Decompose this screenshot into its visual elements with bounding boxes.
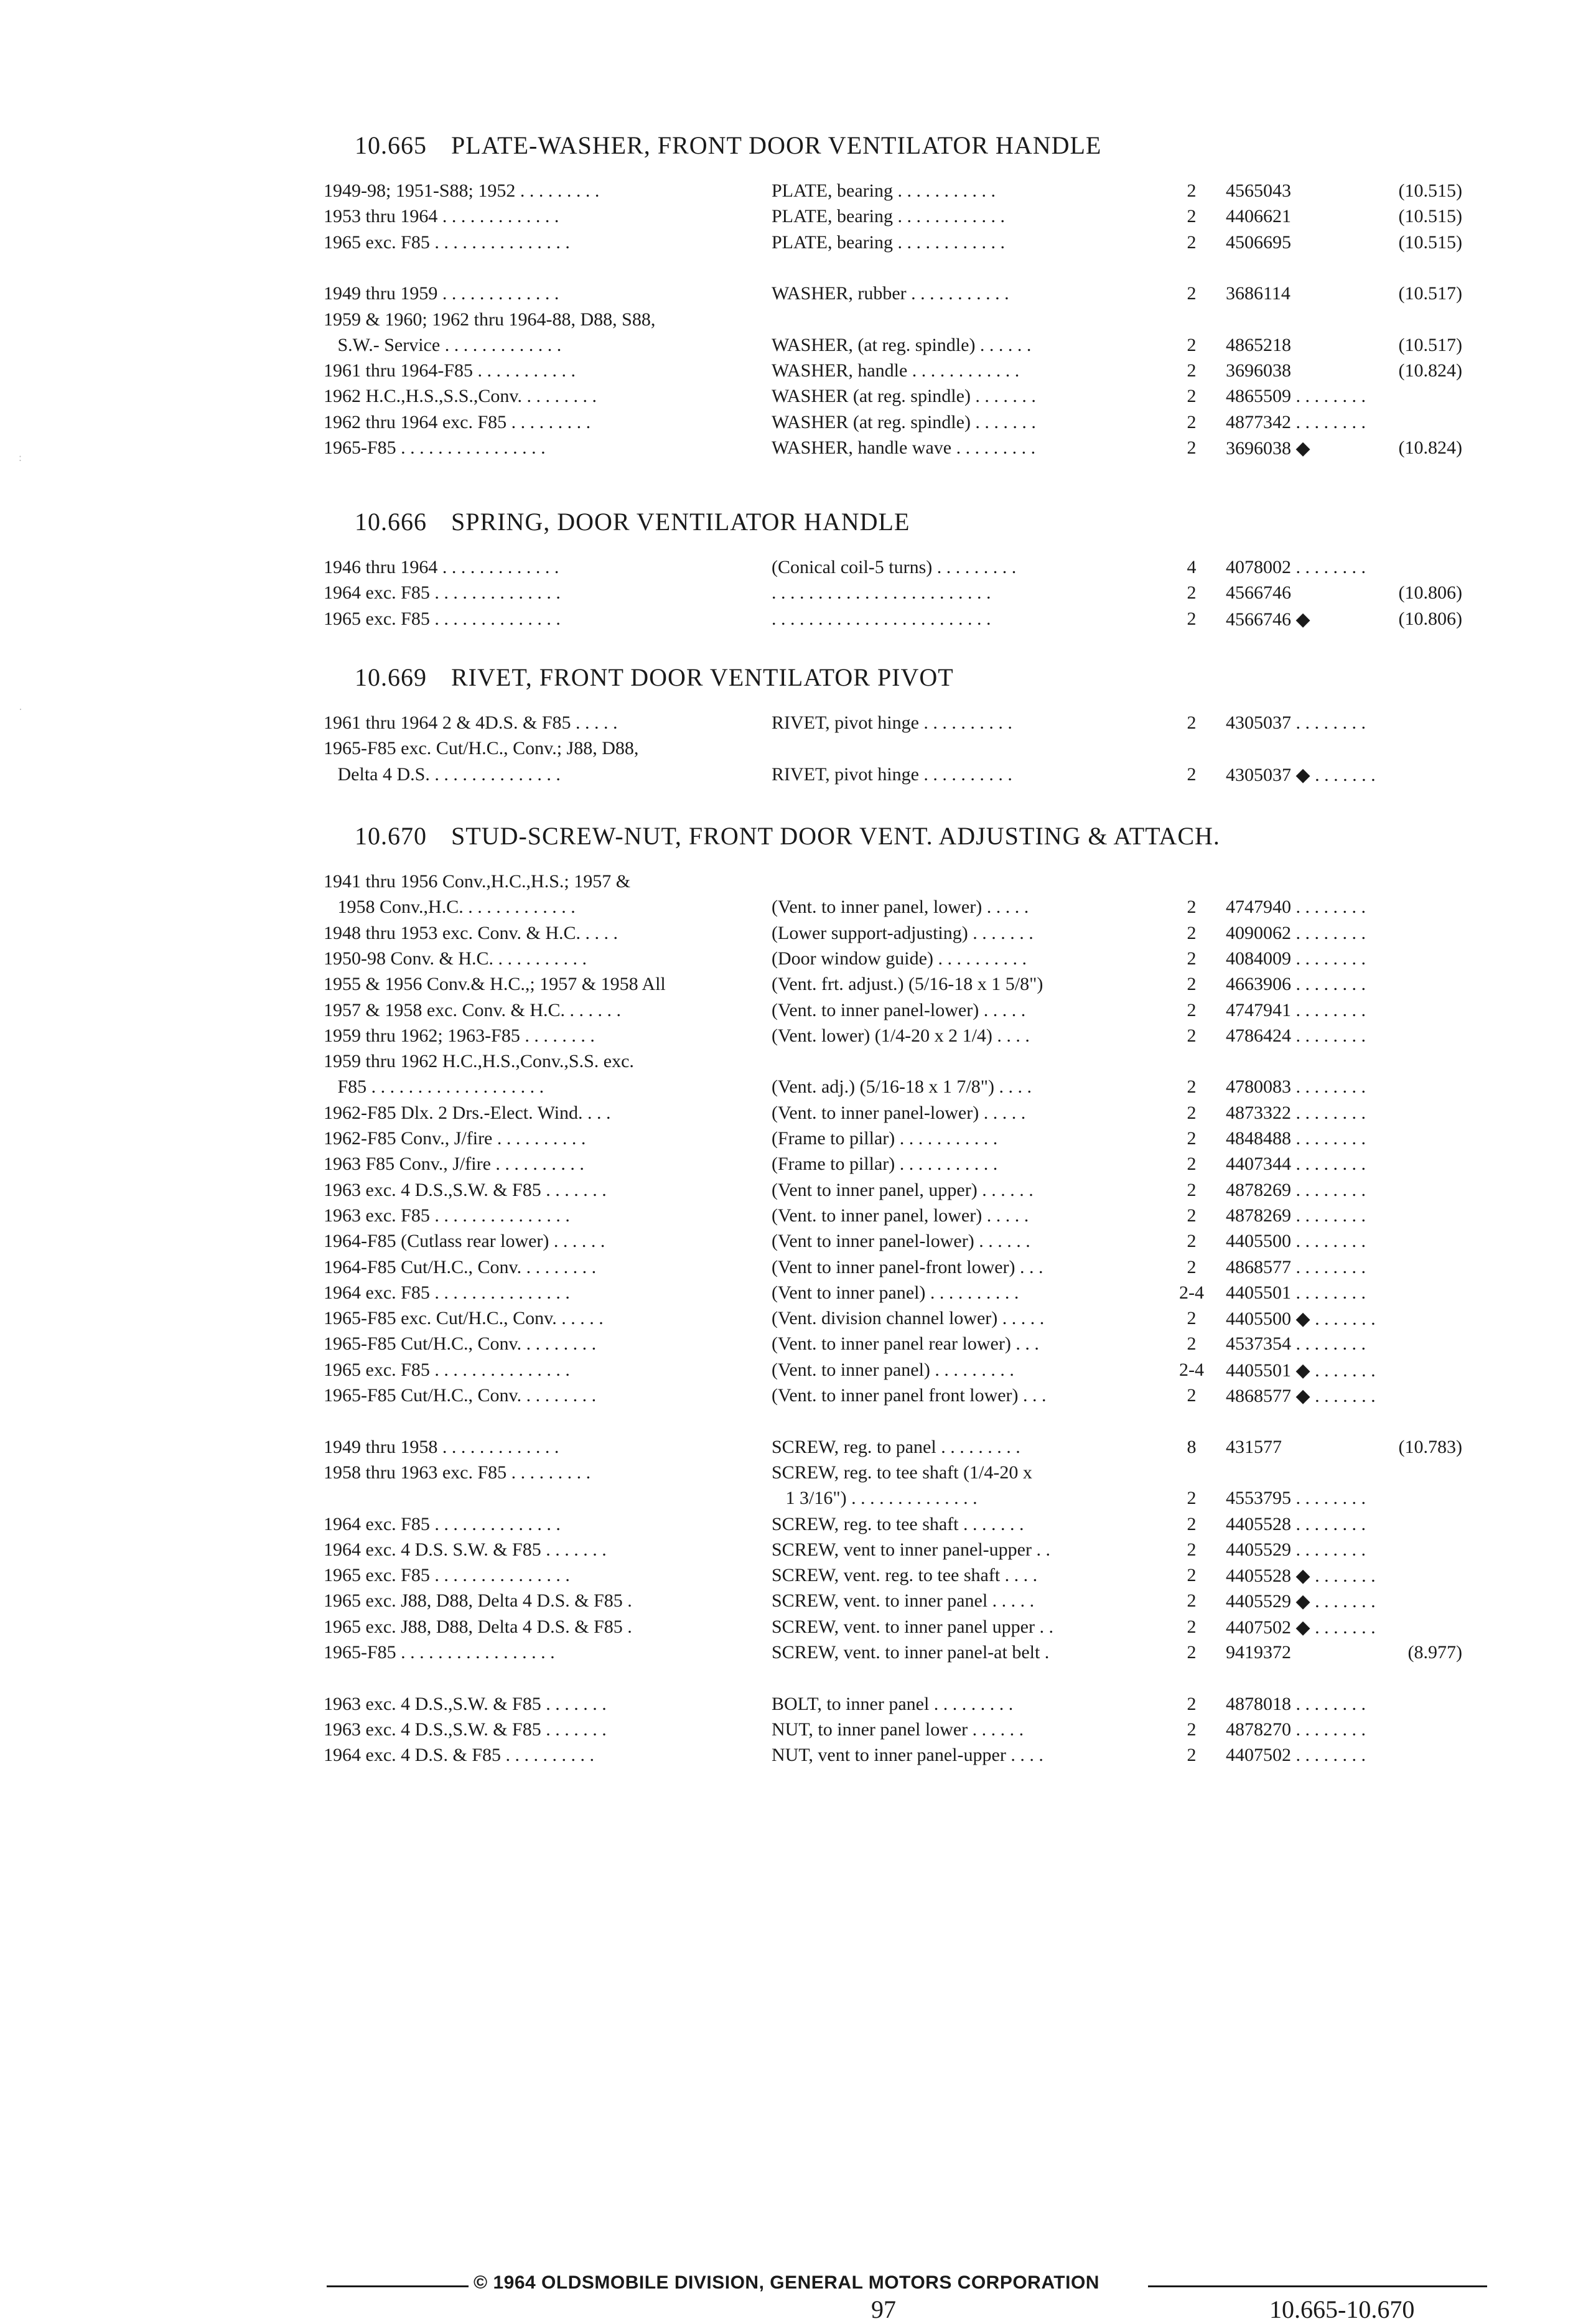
part-row <box>324 1025 1468 1050</box>
description-cell: (Vent to inner panel-lower) . . . . . . <box>772 1231 1030 1251</box>
description-cell: BOLT, to inner panel . . . . . . . . . <box>772 1694 1014 1714</box>
description-cell: 1 3/16") . . . . . . . . . . . . . . <box>772 1488 978 1508</box>
quantity-cell: 2 <box>1187 897 1197 917</box>
description-cell: RIVET, pivot hinge . . . . . . . . . . <box>772 712 1012 733</box>
quantity-cell: 2 <box>1187 283 1197 304</box>
model-cell: 1962 thru 1964 exc. F85 . . . . . . . . . <box>324 412 591 432</box>
part-number-cell: 4537354 . . . . . . . . <box>1226 1333 1366 1354</box>
part-number-cell: 4566746 ◆ <box>1226 609 1310 630</box>
reference-cell: (10.806) <box>1398 609 1462 629</box>
description-cell: (Vent. division channel lower) . . . . . <box>772 1308 1045 1328</box>
part-row <box>324 1231 1468 1256</box>
model-cell: 1963 exc. 4 D.S.,S.W. & F85 . . . . . . . <box>324 1694 607 1714</box>
description-cell: WASHER, handle wave . . . . . . . . . <box>772 437 1036 458</box>
description-cell: (Vent. to inner panel, lower) . . . . . <box>772 1205 1029 1226</box>
part-number-cell: 4405501 . . . . . . . . <box>1226 1282 1366 1303</box>
model-cell: 1964 exc. F85 . . . . . . . . . . . . . . . <box>324 1282 570 1303</box>
model-cell: F85 . . . . . . . . . . . . . . . . . . . <box>324 1076 544 1097</box>
quantity-cell: 2 <box>1187 1180 1197 1200</box>
part-row <box>324 1282 1468 1307</box>
part-number-cell: 4305037 . . . . . . . . <box>1226 712 1366 733</box>
part-row <box>324 1694 1468 1719</box>
quantity-cell: 2 <box>1187 206 1197 226</box>
description-cell: NUT, to inner panel lower . . . . . . <box>772 1719 1024 1740</box>
description-cell: WASHER, (at reg. spindle) . . . . . . <box>772 335 1032 355</box>
part-number-cell: 4305037 ◆ . . . . . . . <box>1226 765 1376 785</box>
part-row <box>324 386 1468 411</box>
part-number-cell: 4786424 . . . . . . . . <box>1226 1025 1366 1046</box>
description-cell: SCREW, reg. to panel . . . . . . . . . <box>772 1437 1020 1457</box>
part-row <box>324 764 1468 789</box>
description-cell: SCREW, vent. to inner panel-at belt . <box>772 1642 1050 1663</box>
model-cell: 1950-98 Conv. & H.C. . . . . . . . . . . <box>324 948 587 969</box>
description-cell: (Vent. adj.) (5/16-18 x 1 7/8") . . . . <box>772 1076 1032 1097</box>
part-row <box>324 1411 1468 1435</box>
quantity-cell: 2-4 <box>1179 1360 1204 1380</box>
quantity-cell: 2 <box>1187 232 1197 253</box>
quantity-cell: 2 <box>1187 1488 1197 1508</box>
part-row <box>324 738 1468 763</box>
part-number-cell: 4878269 . . . . . . . . <box>1226 1180 1366 1200</box>
model-cell: 1965-F85 exc. Cut/H.C., Conv. . . . . . <box>324 1308 604 1328</box>
part-row <box>324 1462 1468 1487</box>
part-number-cell: 4406621 <box>1226 206 1291 226</box>
page-number: 97 <box>871 2295 896 2323</box>
section-heading <box>355 821 1220 851</box>
quantity-cell: 2 <box>1187 923 1197 943</box>
part-number-cell: 4078002 . . . . . . . . <box>1226 557 1366 577</box>
section-number: 10.669 <box>355 663 427 691</box>
description-cell: (Frame to pillar) . . . . . . . . . . . <box>772 1154 998 1174</box>
quantity-cell: 2 <box>1187 609 1197 629</box>
part-number-cell: 4865509 . . . . . . . . <box>1226 386 1366 406</box>
quantity-cell: 2 <box>1187 1694 1197 1714</box>
reference-cell: (10.824) <box>1398 360 1462 381</box>
quantity-cell: 2 <box>1187 1590 1197 1611</box>
part-row <box>324 1180 1468 1205</box>
part-row <box>324 1308 1468 1333</box>
model-cell: 1965 exc. F85 . . . . . . . . . . . . . . . <box>324 232 570 253</box>
quantity-cell: 2 <box>1187 1257 1197 1277</box>
part-number-cell: 3696038 <box>1226 360 1291 381</box>
part-row <box>324 1668 1468 1692</box>
part-number-cell: 4407502 ◆ . . . . . . . <box>1226 1617 1376 1638</box>
part-number-cell: 4090062 . . . . . . . . <box>1226 923 1366 943</box>
part-row <box>324 283 1468 308</box>
section-title: PLATE-WASHER, FRONT DOOR VENTILATOR HANDLE <box>451 131 1102 159</box>
quantity-cell: 2 <box>1187 1745 1197 1765</box>
part-number-cell: 3686114 <box>1226 283 1291 304</box>
model-cell: 1957 & 1958 exc. Conv. & H.C. . . . . . . <box>324 1000 622 1020</box>
part-row <box>324 974 1468 999</box>
model-cell: 1965-F85 . . . . . . . . . . . . . . . . <box>324 437 546 458</box>
reference-cell: (10.515) <box>1398 180 1462 201</box>
model-cell: S.W.- Service . . . . . . . . . . . . . <box>324 335 562 355</box>
part-number-cell: 4780083 . . . . . . . . <box>1226 1076 1366 1097</box>
section-number: 10.670 <box>355 822 427 850</box>
quantity-cell: 2 <box>1187 764 1197 785</box>
section-heading <box>355 131 1101 160</box>
quantity-cell: 2 <box>1187 1103 1197 1123</box>
model-cell: 1946 thru 1964 . . . . . . . . . . . . . <box>324 557 559 577</box>
reference-cell: (10.806) <box>1398 582 1462 603</box>
model-cell: 1965-F85 . . . . . . . . . . . . . . . . . <box>324 1642 555 1663</box>
model-cell: 1955 & 1956 Conv.& H.C.,; 1957 & 1958 All <box>324 974 666 994</box>
part-number-cell: 4877342 . . . . . . . . <box>1226 412 1366 432</box>
model-cell: 1965 exc. F85 . . . . . . . . . . . . . . . <box>324 1360 570 1380</box>
part-row <box>324 609 1468 633</box>
model-cell: 1961 thru 1964-F85 . . . . . . . . . . . <box>324 360 576 381</box>
model-cell: 1948 thru 1953 exc. Conv. & H.C. . . . . <box>324 923 618 943</box>
part-row <box>324 206 1468 231</box>
quantity-cell: 2 <box>1187 1154 1197 1174</box>
part-row <box>324 1617 1468 1641</box>
model-cell: 1963 exc. F85 . . . . . . . . . . . . . . . <box>324 1205 570 1226</box>
part-number-cell: 4868577 . . . . . . . . <box>1226 1257 1366 1277</box>
part-number-cell: 4405529 . . . . . . . . <box>1226 1539 1366 1560</box>
model-cell: 1965 exc. J88, D88, Delta 4 D.S. & F85 . <box>324 1617 632 1637</box>
description-cell: (Door window guide) . . . . . . . . . . <box>772 948 1027 969</box>
part-number-cell: 4565043 <box>1226 180 1291 201</box>
part-row <box>324 1488 1468 1513</box>
part-row <box>324 412 1468 437</box>
reference-cell: (10.515) <box>1398 232 1462 253</box>
part-row <box>324 1590 1468 1615</box>
section-number: 10.666 <box>355 508 427 536</box>
model-cell: 1963 F85 Conv., J/fire . . . . . . . . . . <box>324 1154 584 1174</box>
quantity-cell: 2 <box>1187 1565 1197 1585</box>
page-section-range: 10.665-10.670 <box>1269 2295 1415 2323</box>
quantity-cell: 2 <box>1187 412 1197 432</box>
part-row <box>324 1360 1468 1384</box>
description-cell: SCREW, reg. to tee shaft (1/4-20 x <box>772 1462 1032 1483</box>
part-row <box>324 1565 1468 1590</box>
description-cell: WASHER (at reg. spindle) . . . . . . . <box>772 412 1036 432</box>
quantity-cell: 2 <box>1187 1719 1197 1740</box>
section-heading <box>355 507 910 536</box>
part-row <box>324 1076 1468 1101</box>
model-cell: 1964 exc. F85 . . . . . . . . . . . . . . <box>324 1514 561 1534</box>
quantity-cell: 2 <box>1187 1308 1197 1328</box>
part-number-cell: 4506695 <box>1226 232 1291 253</box>
description-cell: SCREW, vent. to inner panel . . . . . <box>772 1590 1035 1611</box>
margin-mark-2: · <box>19 703 22 716</box>
section-title: SPRING, DOOR VENTILATOR HANDLE <box>451 508 910 536</box>
model-cell: 1964-F85 (Cutlass rear lower) . . . . . . <box>324 1231 605 1251</box>
description-cell: (Vent. to inner panel-lower) . . . . . <box>772 1000 1026 1020</box>
part-row <box>324 360 1468 385</box>
model-cell: 1959 thru 1962 H.C.,H.S.,Conv.,S.S. exc. <box>324 1051 634 1071</box>
reference-cell: (10.517) <box>1398 283 1462 304</box>
part-number-cell: 4566746 <box>1226 582 1291 603</box>
quantity-cell: 2 <box>1187 437 1197 458</box>
part-number-cell: 4868577 ◆ . . . . . . . <box>1226 1386 1376 1406</box>
description-cell: (Vent. to inner panel) . . . . . . . . . <box>772 1360 1014 1380</box>
part-row <box>324 180 1468 205</box>
model-cell: 1965 exc. J88, D88, Delta 4 D.S. & F85 . <box>324 1590 632 1611</box>
section-number: 10.665 <box>355 131 427 159</box>
part-row <box>324 1437 1468 1462</box>
description-cell: SCREW, vent to inner panel-upper . . <box>772 1539 1050 1560</box>
quantity-cell: 4 <box>1187 557 1197 577</box>
quantity-cell: 2 <box>1187 582 1197 603</box>
quantity-cell: 2 <box>1187 1128 1197 1149</box>
part-row <box>324 1745 1468 1770</box>
part-number-cell: 4878018 . . . . . . . . <box>1226 1694 1366 1714</box>
model-cell: 1961 thru 1964 2 & 4D.S. & F85 . . . . . <box>324 712 618 733</box>
quantity-cell: 2 <box>1187 974 1197 994</box>
part-number-cell: 4865218 <box>1226 335 1291 355</box>
model-cell: 1959 & 1960; 1962 thru 1964-88, D88, S88, <box>324 309 656 330</box>
model-cell: 1949 thru 1958 . . . . . . . . . . . . . <box>324 1437 559 1457</box>
quantity-cell: 2 <box>1187 1642 1197 1663</box>
quantity-cell: 2 <box>1187 1000 1197 1020</box>
description-cell: WASHER, handle . . . . . . . . . . . . <box>772 360 1020 381</box>
part-row <box>324 1385 1468 1410</box>
part-number-cell: 431577 <box>1226 1437 1282 1457</box>
description-cell: PLATE, bearing . . . . . . . . . . . . <box>772 206 1005 226</box>
part-row <box>324 712 1468 737</box>
part-row <box>324 1333 1468 1358</box>
part-row <box>324 309 1468 334</box>
model-cell: 1964 exc. 4 D.S. S.W. & F85 . . . . . . . <box>324 1539 607 1560</box>
description-cell: (Vent. frt. adjust.) (5/16-18 x 1 5/8") <box>772 974 1043 994</box>
model-cell: 1953 thru 1964 . . . . . . . . . . . . . <box>324 206 559 226</box>
part-row <box>324 335 1468 360</box>
part-row <box>324 948 1468 973</box>
part-row <box>324 1642 1468 1667</box>
reference-cell: (8.977) <box>1407 1642 1462 1663</box>
part-number-cell: 4405528 ◆ . . . . . . . <box>1226 1566 1376 1586</box>
model-cell: 1964 exc. F85 . . . . . . . . . . . . . . <box>324 582 561 603</box>
part-row <box>324 1257 1468 1282</box>
copyright-notice: © 1964 OLDSMOBILE DIVISION, GENERAL MOTORS CORPORATION <box>0 2272 1573 2294</box>
part-row <box>324 232 1468 257</box>
description-cell: NUT, vent to inner panel-upper . . . . <box>772 1745 1043 1765</box>
description-cell: (Vent. to inner panel front lower) . . . <box>772 1385 1047 1406</box>
model-cell: 1949 thru 1959 . . . . . . . . . . . . . <box>324 283 559 304</box>
reference-cell: (10.824) <box>1398 437 1462 458</box>
part-number-cell: 4405529 ◆ . . . . . . . <box>1226 1591 1376 1612</box>
model-cell: 1963 exc. 4 D.S.,S.W. & F85 . . . . . . . <box>324 1180 607 1200</box>
quantity-cell: 2 <box>1187 386 1197 406</box>
model-cell: 1958 Conv.,H.C. . . . . . . . . . . . . <box>324 897 576 917</box>
description-cell: (Vent to inner panel, upper) . . . . . . <box>772 1180 1034 1200</box>
model-cell: 1965 exc. F85 . . . . . . . . . . . . . . <box>324 609 561 629</box>
description-cell: (Vent. to inner panel-lower) . . . . . <box>772 1103 1026 1123</box>
description-cell: (Vent. lower) (1/4-20 x 2 1/4) . . . . <box>772 1025 1030 1046</box>
description-cell: (Vent to inner panel-front lower) . . . <box>772 1257 1043 1277</box>
reference-cell: (10.517) <box>1398 335 1462 355</box>
part-row <box>324 557 1468 582</box>
part-row <box>324 1719 1468 1744</box>
description-cell: WASHER, rubber . . . . . . . . . . . <box>772 283 1009 304</box>
quantity-cell: 2 <box>1187 1617 1197 1637</box>
part-number-cell: 4405500 ◆ . . . . . . . <box>1226 1309 1376 1329</box>
model-cell: 1962-F85 Conv., J/fire . . . . . . . . . . <box>324 1128 586 1149</box>
part-number-cell: 4084009 . . . . . . . . <box>1226 948 1366 969</box>
description-cell: (Vent. to inner panel, lower) . . . . . <box>772 897 1029 917</box>
part-number-cell: 4663906 . . . . . . . . <box>1226 974 1366 994</box>
part-number-cell: 4878269 . . . . . . . . <box>1226 1205 1366 1226</box>
quantity-cell: 2 <box>1187 1205 1197 1226</box>
description-cell: SCREW, vent. to inner panel upper . . <box>772 1617 1053 1637</box>
description-cell: SCREW, reg. to tee shaft . . . . . . . <box>772 1514 1024 1534</box>
quantity-cell: 2 <box>1187 1076 1197 1097</box>
part-number-cell: 4405500 . . . . . . . . <box>1226 1231 1366 1251</box>
quantity-cell: 2 <box>1187 948 1197 969</box>
description-cell: SCREW, vent. reg. to tee shaft . . . . <box>772 1565 1038 1585</box>
description-cell: . . . . . . . . . . . . . . . . . . . . . . . . <box>772 609 991 629</box>
description-cell: (Vent. to inner panel rear lower) . . . <box>772 1333 1039 1354</box>
quantity-cell: 2 <box>1187 712 1197 733</box>
quantity-cell: 2 <box>1187 335 1197 355</box>
part-number-cell: 4405528 . . . . . . . . <box>1226 1514 1366 1534</box>
description-cell: RIVET, pivot hinge . . . . . . . . . . <box>772 764 1012 785</box>
part-number-cell: 4747940 . . . . . . . . <box>1226 897 1366 917</box>
quantity-cell: 2 <box>1187 1514 1197 1534</box>
part-row <box>324 1103 1468 1127</box>
model-cell: 1962 H.C.,H.S.,S.S.,Conv. . . . . . . . . <box>324 386 597 406</box>
reference-cell: (10.515) <box>1398 206 1462 226</box>
quantity-cell: 2 <box>1187 1385 1197 1406</box>
part-row <box>324 582 1468 607</box>
section-title: STUD-SCREW-NUT, FRONT DOOR VENT. ADJUSTING & ATTACH. <box>451 822 1220 850</box>
part-number-cell: 4553795 . . . . . . . . <box>1226 1488 1366 1508</box>
description-cell: PLATE, bearing . . . . . . . . . . . . <box>772 232 1005 253</box>
part-number-cell: 4407502 . . . . . . . . <box>1226 1745 1366 1765</box>
model-cell: 1949-98; 1951-S88; 1952 . . . . . . . . . <box>324 180 600 201</box>
description-cell: (Vent to inner panel) . . . . . . . . . . <box>772 1282 1019 1303</box>
description-cell: (Conical coil-5 turns) . . . . . . . . . <box>772 557 1017 577</box>
part-row <box>324 1514 1468 1539</box>
description-cell: WASHER (at reg. spindle) . . . . . . . <box>772 386 1036 406</box>
quantity-cell: 2 <box>1187 1231 1197 1251</box>
part-row <box>324 1051 1468 1076</box>
description-cell: . . . . . . . . . . . . . . . . . . . . . . . . <box>772 582 991 603</box>
quantity-cell: 8 <box>1187 1437 1197 1457</box>
part-row <box>324 923 1468 948</box>
part-row <box>324 871 1468 896</box>
part-row <box>324 1000 1468 1025</box>
part-row <box>324 1539 1468 1564</box>
model-cell: 1965-F85 Cut/H.C., Conv. . . . . . . . . <box>324 1385 597 1406</box>
section-heading <box>355 663 954 692</box>
quantity-cell: 2 <box>1187 1025 1197 1046</box>
model-cell: 1965-F85 Cut/H.C., Conv. . . . . . . . . <box>324 1333 597 1354</box>
model-cell: 1941 thru 1956 Conv.,H.C.,H.S.; 1957 & <box>324 871 631 892</box>
part-number-cell: 4407344 . . . . . . . . <box>1226 1154 1366 1174</box>
part-number-cell: 4747941 . . . . . . . . <box>1226 1000 1366 1020</box>
model-cell: 1965-F85 exc. Cut/H.C., Conv.; J88, D88, <box>324 738 639 758</box>
margin-mark-1: : <box>19 451 22 464</box>
section-title: RIVET, FRONT DOOR VENTILATOR PIVOT <box>451 663 954 691</box>
part-row <box>324 897 1468 922</box>
part-row <box>324 1154 1468 1178</box>
quantity-cell: 2 <box>1187 1539 1197 1560</box>
quantity-cell: 2-4 <box>1179 1282 1204 1303</box>
part-number-cell: 4878270 . . . . . . . . <box>1226 1719 1366 1740</box>
part-row <box>324 1128 1468 1153</box>
part-number-cell: 9419372 <box>1226 1642 1291 1663</box>
description-cell: (Frame to pillar) . . . . . . . . . . . <box>772 1128 998 1149</box>
part-row <box>324 1205 1468 1230</box>
part-row <box>324 437 1468 462</box>
model-cell: 1959 thru 1962; 1963-F85 . . . . . . . . <box>324 1025 595 1046</box>
model-cell: 1958 thru 1963 exc. F85 . . . . . . . . . <box>324 1462 591 1483</box>
part-number-cell: 4873322 . . . . . . . . <box>1226 1103 1366 1123</box>
reference-cell: (10.783) <box>1398 1437 1462 1457</box>
part-number-cell: 4848488 . . . . . . . . <box>1226 1128 1366 1149</box>
part-number-cell: 3696038 ◆ <box>1226 438 1310 459</box>
quantity-cell: 2 <box>1187 360 1197 381</box>
model-cell: 1964-F85 Cut/H.C., Conv. . . . . . . . . <box>324 1257 597 1277</box>
model-cell: 1962-F85 Dlx. 2 Drs.-Elect. Wind. . . . <box>324 1103 611 1123</box>
description-cell: (Lower support-adjusting) . . . . . . . <box>772 923 1034 943</box>
part-number-cell: 4405501 ◆ . . . . . . . <box>1226 1360 1376 1381</box>
model-cell: 1965 exc. F85 . . . . . . . . . . . . . . . <box>324 1565 570 1585</box>
model-cell: Delta 4 D.S. . . . . . . . . . . . . . . <box>324 764 561 785</box>
description-cell: PLATE, bearing . . . . . . . . . . . <box>772 180 996 201</box>
model-cell: 1963 exc. 4 D.S.,S.W. & F85 . . . . . . . <box>324 1719 607 1740</box>
quantity-cell: 2 <box>1187 180 1197 201</box>
part-row <box>324 258 1468 282</box>
quantity-cell: 2 <box>1187 1333 1197 1354</box>
model-cell: 1964 exc. 4 D.S. & F85 . . . . . . . . . . <box>324 1745 594 1765</box>
